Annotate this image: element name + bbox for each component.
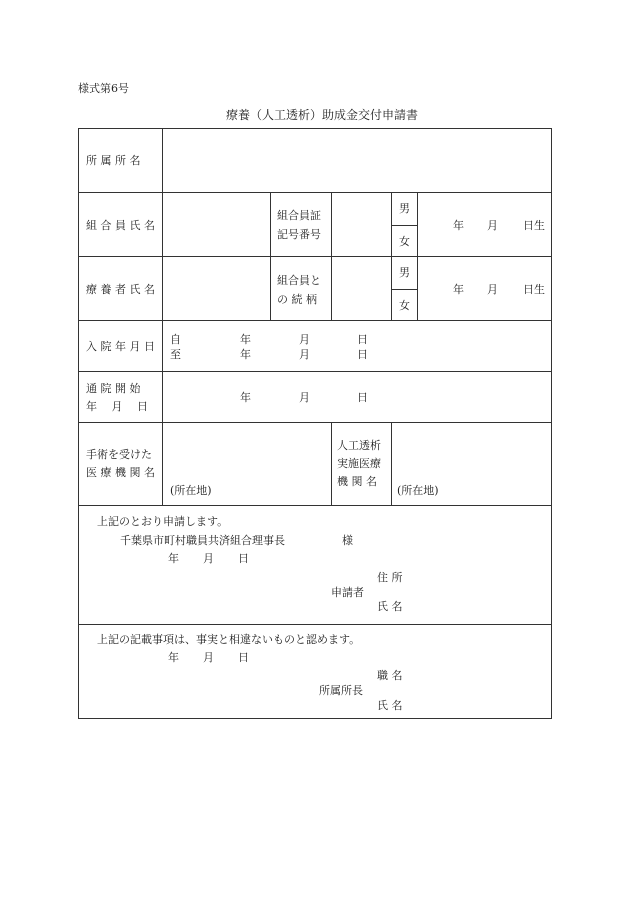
patient-birth-month: 月 bbox=[487, 283, 498, 296]
relation-label-1: 組合員と bbox=[277, 274, 321, 287]
member-id-field[interactable] bbox=[332, 193, 391, 256]
admission-to-label: 至 bbox=[170, 348, 181, 361]
member-birth-day: 日生 bbox=[523, 219, 545, 232]
affiliation-field[interactable] bbox=[163, 129, 551, 192]
outpatient-month: 月 bbox=[299, 391, 310, 404]
admission-from-month: 月 bbox=[299, 333, 310, 346]
dialysis-label-3: 機 関 名 bbox=[337, 475, 377, 488]
dialysis-label-1: 人工透析 bbox=[337, 439, 381, 452]
outpatient-label-2: 年 月 日 bbox=[86, 400, 148, 413]
member-id-label-2: 記号番号 bbox=[277, 228, 321, 241]
member-female-option[interactable]: 女 bbox=[399, 235, 410, 248]
patient-birth-year: 年 bbox=[453, 283, 464, 296]
surgery-location-label: (所在地) bbox=[170, 484, 212, 497]
page-title: 療養（人工透析）助成金交付申請書 bbox=[226, 108, 419, 122]
member-name-label: 組 合 員 氏 名 bbox=[86, 219, 155, 232]
certifier-head-label: 所属所長 bbox=[319, 684, 363, 697]
admission-to-year: 年 bbox=[240, 348, 251, 361]
admission-label: 入 院 年 月 日 bbox=[86, 340, 155, 353]
surgery-label-2: 医 療 機 関 名 bbox=[86, 466, 155, 479]
admission-to-month: 月 bbox=[299, 348, 310, 361]
admission-from-year: 年 bbox=[240, 333, 251, 346]
outpatient-day: 日 bbox=[357, 391, 368, 404]
dialysis-location-label: (所在地) bbox=[397, 484, 439, 497]
certification-date-day: 日 bbox=[238, 651, 249, 664]
patient-name-label: 療 養 者 氏 名 bbox=[86, 283, 155, 296]
relation-label-2: の 続 柄 bbox=[277, 293, 317, 306]
relation-field[interactable] bbox=[332, 257, 391, 320]
certification-date-month: 月 bbox=[203, 651, 214, 664]
application-statement: 上記のとおり申請します。 bbox=[97, 515, 229, 528]
application-addressee: 千葉県市町村職員共済組合理事長 bbox=[120, 534, 285, 547]
form-number: 様式第6号 bbox=[78, 82, 129, 95]
application-date-day: 日 bbox=[238, 552, 249, 565]
certifier-position-label: 職 名 bbox=[377, 669, 403, 682]
admission-to-day: 日 bbox=[357, 348, 368, 361]
application-date-year: 年 bbox=[168, 552, 179, 565]
dialysis-label-2: 実施医療 bbox=[337, 457, 381, 470]
applicant-address-label: 住 所 bbox=[377, 571, 403, 584]
certification-date-year: 年 bbox=[168, 651, 179, 664]
member-name-field[interactable] bbox=[163, 193, 270, 256]
outpatient-year: 年 bbox=[240, 391, 251, 404]
member-birth-year: 年 bbox=[453, 219, 464, 232]
patient-birth-day: 日生 bbox=[523, 283, 545, 296]
patient-name-field[interactable] bbox=[163, 257, 270, 320]
certifier-name-label: 氏 名 bbox=[377, 699, 403, 712]
admission-from-label: 自 bbox=[170, 333, 181, 346]
admission-from-day: 日 bbox=[357, 333, 368, 346]
member-male-option[interactable]: 男 bbox=[399, 202, 410, 215]
application-honorific: 様 bbox=[342, 534, 353, 547]
surgery-label-1: 手術を受けた bbox=[86, 448, 152, 461]
patient-female-option[interactable]: 女 bbox=[399, 299, 410, 312]
certification-statement: 上記の記載事項は、事実と相違ないものと認めます。 bbox=[97, 633, 361, 646]
applicant-label: 申請者 bbox=[331, 586, 364, 599]
affiliation-label: 所 属 所 名 bbox=[86, 154, 141, 167]
applicant-name-label: 氏 名 bbox=[377, 600, 403, 613]
patient-male-option[interactable]: 男 bbox=[399, 266, 410, 279]
outpatient-label-1: 通 院 開 始 bbox=[86, 382, 141, 395]
application-date-month: 月 bbox=[203, 552, 214, 565]
member-id-label-1: 組合員証 bbox=[277, 209, 321, 222]
member-birth-month: 月 bbox=[487, 219, 498, 232]
